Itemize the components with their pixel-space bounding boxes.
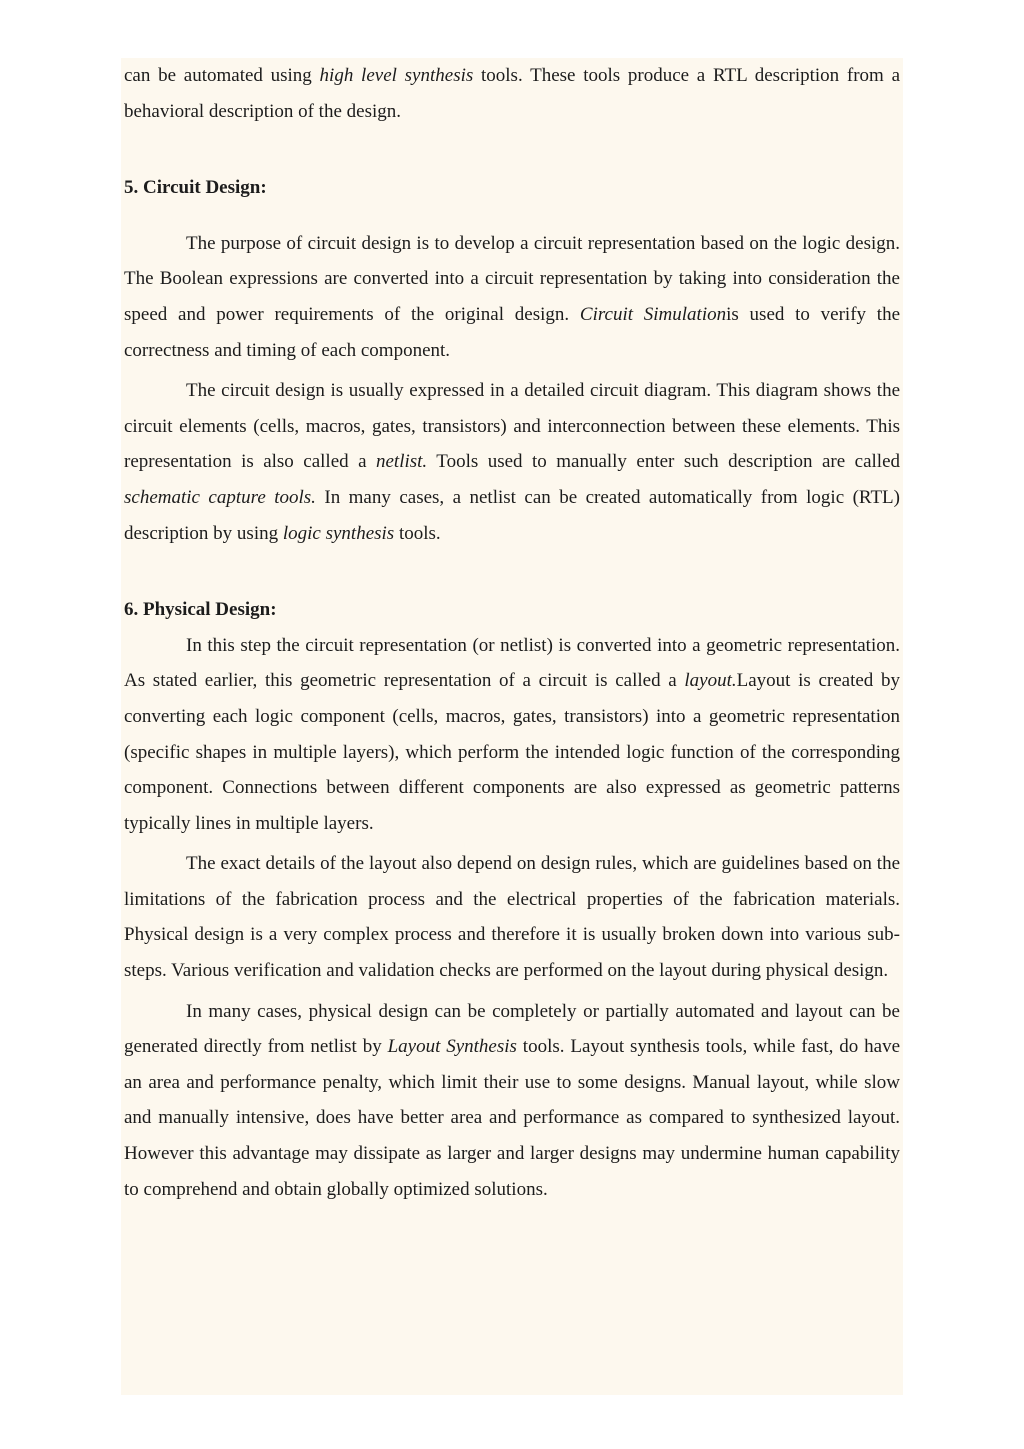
physical-paragraph-3: In many cases, physical design can be completely or partially automated and layout can be generated directly from netlist by Layout Synthesis tools. Layout synthesis tools, while fast, do have an area and performance penalty, which limit their use to some designs. Manual layout, while slow and manually intensive, does have better area and performance as compared to synthesized layout. However this advantage may dissipate as larger and larger designs may undermine human capability to comprehend and obtain globally optimized solutions. <box>124 1000 901 1200</box>
circuit-simulation-term: Circuit Simulation <box>579 303 727 325</box>
schematic-capture-term: schematic capture tools. <box>124 486 316 508</box>
intro-paragraph: can be automated using high level synthesis tools. These tools produce a RTL description from a behavioral description of the design. <box>124 65 900 122</box>
section-heading-circuit-design: 5. Circuit Design: <box>124 177 267 199</box>
circuit-paragraph-1: The purpose of circuit design is to develop a circuit representation based on the logic design. The Boolean expressions are converted into a circuit representation by taking into consideration the speed and power requirements of the original design. Circuit Simulationis used to verify the correctness and timing of each component. <box>124 232 901 361</box>
layout-term: layout. <box>684 670 737 692</box>
logic-synthesis-term: logic synthesis <box>282 522 395 544</box>
document-body <box>124 58 900 1207</box>
section-heading-physical-design: 6. Physical Design: <box>124 599 277 621</box>
physical-paragraph-2: The exact details of the layout also depend on design rules, which are guidelines based on the limitations of the fabrication process and the electrical properties of the fabrication materials. Physical design is a very complex process and therefore it is usually broken down into various sub-steps. Various verification and validation checks are performed on the layout during physical design. <box>124 853 900 982</box>
layout-synthesis-term: Layout Synthesis <box>387 1036 517 1058</box>
circuit-paragraph-2: The circuit design is usually expressed in a detailed circuit diagram. This diagram shows the circuit elements (cells, macros, gates, transistors) and interconnection between these elements. This representation is also called a netlist. Tools used to manually enter such description are called schematic capture tools. In many cases, a netlist can be created automatically from logic (RTL) description by using logic synthesis tools. <box>124 380 900 544</box>
intro-emphasis: high level synthesis <box>319 65 474 86</box>
netlist-term: netlist. <box>375 451 428 473</box>
physical-paragraph-1: In this step the circuit representation (or netlist) is converted into a geometric representation. As stated earlier, this geometric representation of a circuit is called a layout.Layout is created by converting each logic component (cells, macros, gates, transistors) into a geometric representation (specific shapes in multiple layers), which perform the intended logic function of the corresponding component. Connections between different components are also expressed as geometric patterns typically lines in multiple layers. <box>124 634 900 834</box>
